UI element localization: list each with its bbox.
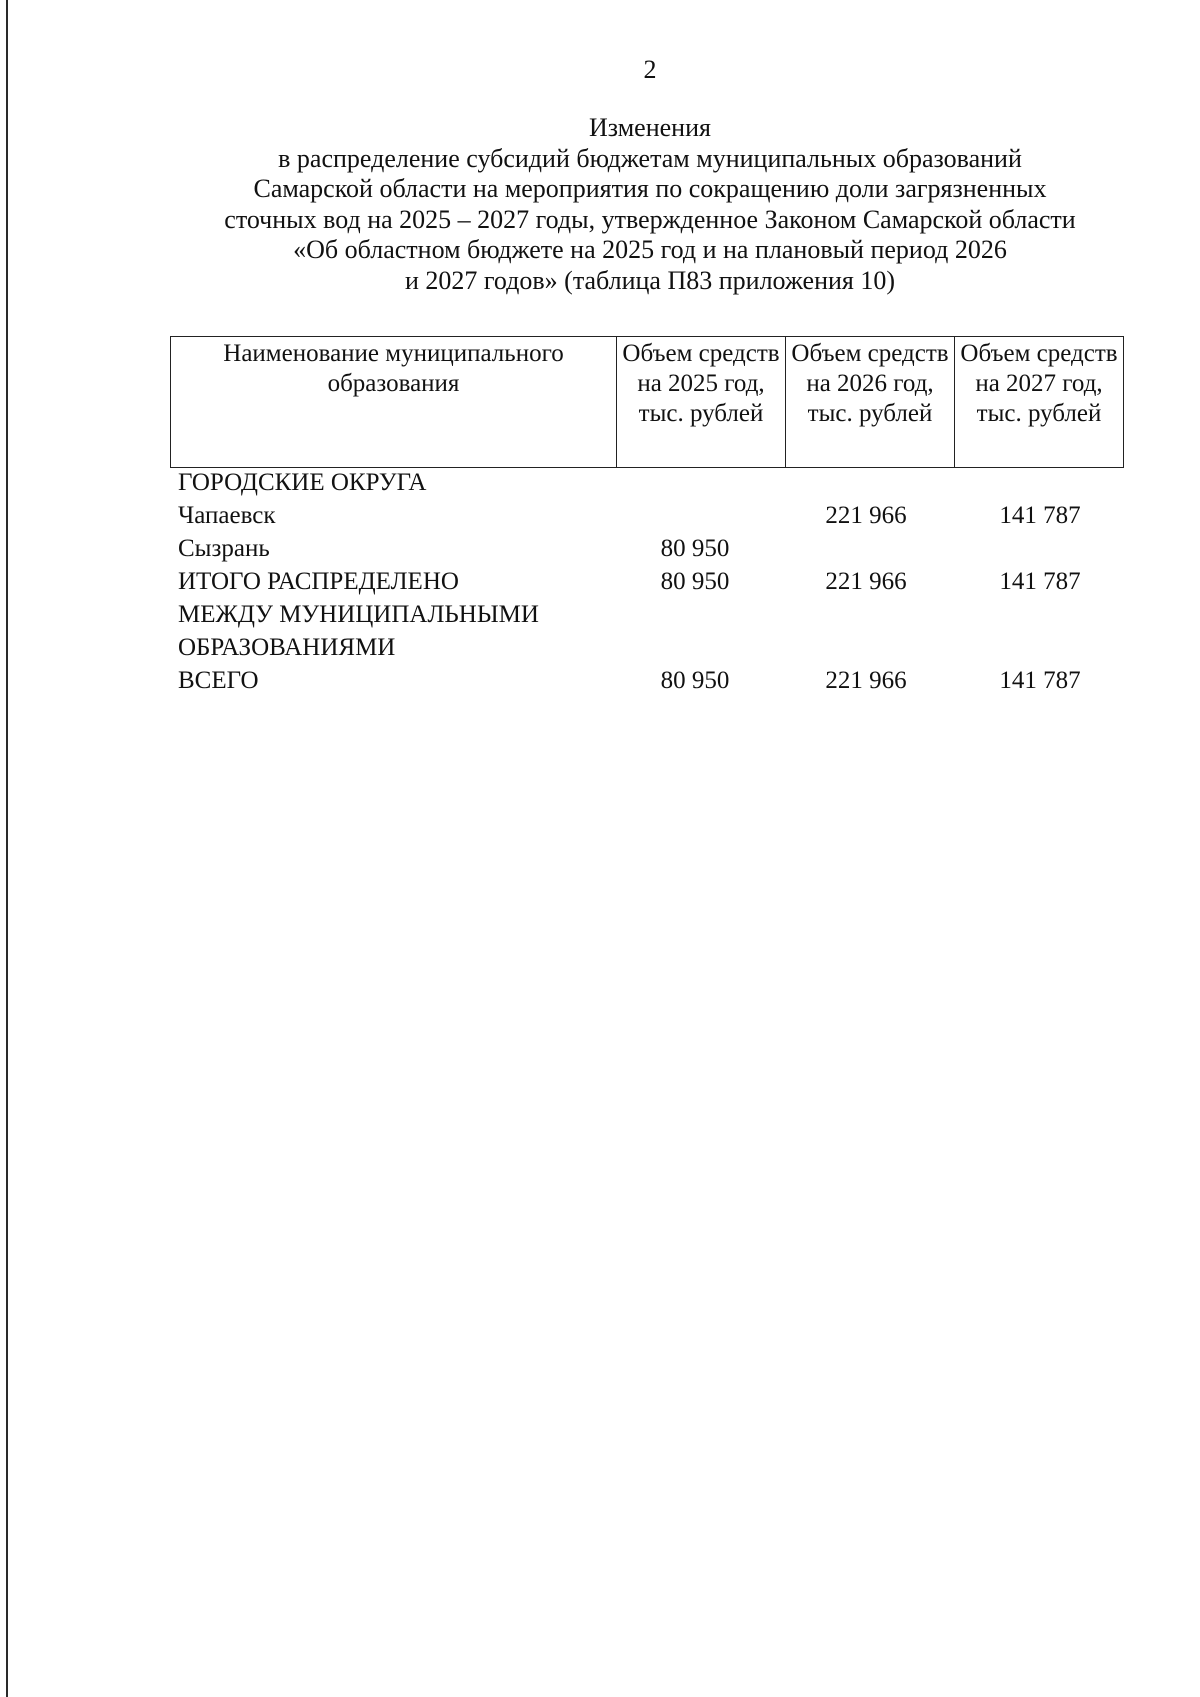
value-2027: 141 787 [999,568,1081,595]
header-municipality: Наименование муниципального образования [171,337,617,468]
row-name: ИТОГО РАСПРЕДЕЛЕНО МЕЖДУ МУНИЦИПАЛЬНЫМИ ОБРАЗОВАНИЯМИ [178,568,539,661]
header-2026: Объем средств на 2026 год, тыс. рублей [786,337,955,468]
value-2025: 80 950 [660,535,730,562]
table-row [170,466,1130,499]
row-name: Сызрань [178,535,270,562]
table-body [170,466,1130,697]
table-header [170,336,1124,468]
value-2026: 221 966 [825,502,907,529]
row-name: ГОРОДСКИЕ ОКРУГА [178,469,427,496]
header-2025: Объем средств на 2025 год, тыс. рублей [617,337,786,468]
table-row [170,532,1130,565]
heading-line: и 2027 годов» (таблица П83 приложения 10) [404,265,896,295]
value-2027: 141 787 [999,667,1081,694]
header-2027: Объем средств на 2027 год, тыс. рублей [955,337,1124,468]
document-heading [120,113,1180,296]
row-name: ВСЕГО [178,667,259,694]
heading-line: в распределение субсидий бюджетам муниципальных образований [278,143,1022,173]
heading-title: Изменения [589,113,711,142]
value-2026: 221 966 [825,667,907,694]
table-row [170,664,1130,697]
scan-page-edge [6,0,8,1697]
value-2027: 141 787 [999,502,1081,529]
heading-line: «Об областном бюджете на 2025 год и на плановый период 2026 [293,235,1007,264]
heading-line: сточных вод на 2025 – 2027 годы, утвержденное Законом Самарской области [224,204,1076,234]
table-row [170,499,1130,532]
row-name: Чапаевск [178,502,276,529]
value-2026: 221 966 [825,568,907,595]
value-2025: 80 950 [660,568,730,595]
value-2025: 80 950 [660,667,730,694]
table-header-row [171,337,1124,468]
heading-line: Самарской области на мероприятия по сокращению доли загрязненных [253,174,1047,203]
table-row [170,565,1130,664]
page-number: 2 [643,55,657,84]
